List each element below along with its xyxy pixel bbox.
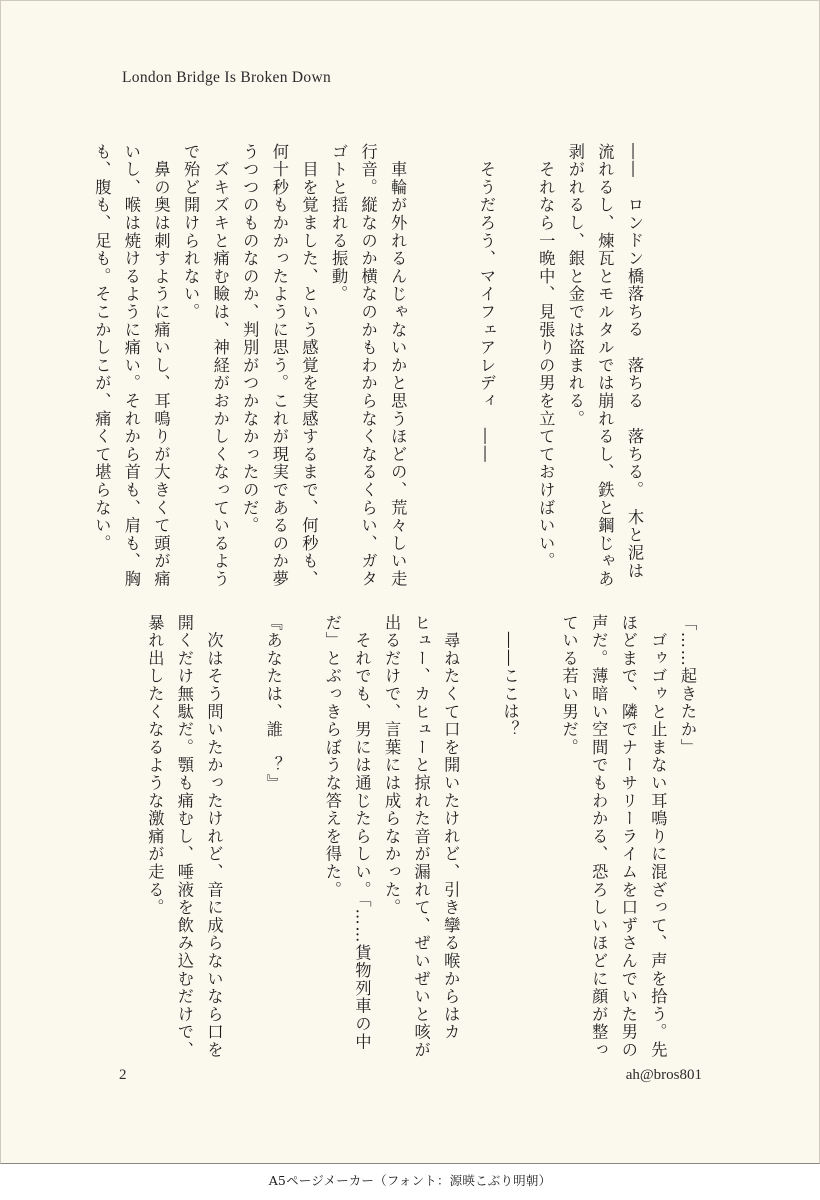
text-line: ――ここは？ [500,614,520,739]
text-line: それなら一晩中、見張りの男を立てておけばいい。 [536,143,556,571]
text-line: ほどまで、隣でナーサリーライムを口ずさんでいた男の [618,614,638,1059]
text-line: 尋ねたくて口を開いたけれど、引き攣る喉からはカ [441,614,461,1042]
text-line: 声だ。薄暗い空間でもわかる、恐ろしいほどに顔が整っ [589,614,609,1059]
text-line: 流れるし、煉瓦とモルタルでは崩れるし、鉄と鋼じゃあ [595,143,615,588]
text-line: そうだろう、マイフェアレディ ―― [477,143,497,464]
text-line [501,143,531,543]
text-line: 目を覚ました、という感覚を実感するまで、何秒も、 [299,143,319,588]
page-number: 2 [119,1067,127,1083]
text-line: いし、喉は焼けるように痛い。それから首も、肩も、胸 [121,143,141,588]
text-line [524,614,554,1034]
text-line: 行音。縦なのか横なのかもわからなくなるくらい、ガタ [358,143,378,588]
text-line [465,614,495,1034]
text-line: ズキズキと痛む瞼は、神経がおかしくなっているよう [210,143,230,588]
text-line [229,614,259,1034]
text-block-upper [87,143,649,588]
text-line: 次はそう問いたかったけれど、音に成らないなら口を [204,614,224,1059]
text-line: ゴトと揺れる振動。 [329,143,349,304]
text-line: 剥がれるし、銀と金では盗まれる。 [565,143,585,428]
text-line [288,614,318,1034]
running-header-title: London Bridge Is Broken Down [122,69,332,86]
text-line [412,143,442,543]
text-line: 出るだけで、言葉には成らなかった。 [382,614,402,917]
text-line [442,143,472,543]
text-line: で殆ど開けられない。 [181,143,201,321]
text-line: 鼻の奥は刺すように痛いし、耳鳴りが大きくて頭が痛 [151,143,171,588]
text-line: 開くだけ無駄だ。顎も痛むし、唾液を飲み込むだけで、 [174,614,194,1059]
text-line: だ」とぶっきらぼうな答えを得た。 [322,614,342,899]
author-handle: ah@bros801 [625,1067,702,1083]
text-line: 『あなたは、誰 ？』 [263,614,283,792]
text-line: 暴れ出したくなるような激痛が走る。 [145,614,165,917]
text-line: ゴゥゴゥと止まない耳鳴りに混ざって、声を拾う。先 [648,614,668,1059]
text-line: それでも、男には通じたらしい。「……貨物列車の中 [352,614,372,1051]
text-line: ―― ロンドン橋落ちる 落ちる 落ちる。 木と泥は [625,143,644,580]
text-line: ヒュー、カヒューと掠れた音が漏れて、ぜいぜいと咳が [411,614,431,1059]
text-line: うつつのものなのか、判別がつかなかったのだ。 [240,143,260,535]
text-line: ている若い男だ。 [559,614,579,757]
generator-credit: A5ページメーカー（フォント：源暎こぶり明朝） [268,1173,552,1188]
text-line: 何十秒もかかったように思う。これが現実であるのか夢 [269,143,289,588]
text-line: 「……起きたか」 [678,614,697,757]
text-line: も、腹も、足も。そこかしこが、痛くて堪らない。 [92,143,112,553]
text-line: 車輪が外れるんじゃないかと思うほどの、荒々しい走 [388,143,408,588]
text-block-lower [140,614,702,1059]
